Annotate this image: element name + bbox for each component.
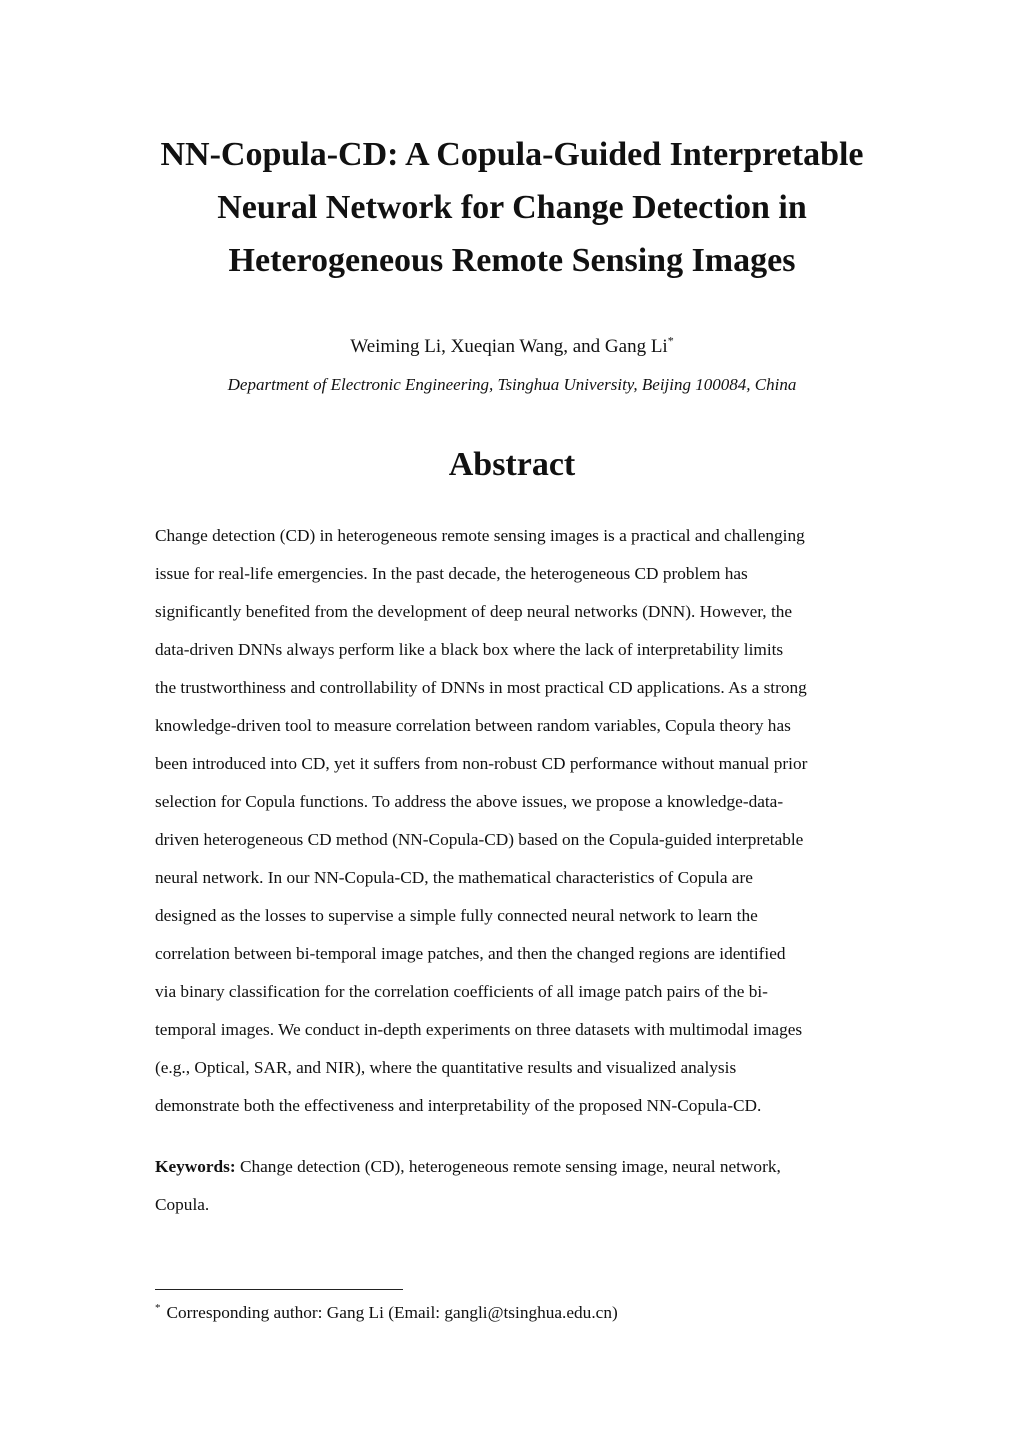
abstract-line: designed as the losses to supervise a simple fully connected neural network to learn the — [155, 906, 758, 925]
abstract-line: been introduced into CD, yet it suffers from non-robust CD performance without manual prior — [155, 754, 808, 773]
abstract-line: via binary classification for the correlation coefficients of all image patch pairs of the bi- — [155, 982, 768, 1001]
title-line-3: Heterogeneous Remote Sensing Images — [228, 242, 796, 279]
author-names: Weiming Li, Xueqian Wang, and Gang Li — [350, 336, 668, 357]
abstract-line: temporal images. We conduct in-depth experiments on three datasets with multimodal images — [155, 1020, 803, 1039]
keywords-line-2: Copula. — [155, 1195, 210, 1214]
abstract-line: issue for real-life emergencies. In the past decade, the heterogeneous CD problem has — [155, 564, 748, 583]
abstract-line: (e.g., Optical, SAR, and NIR), where the quantitative results and visualized analysis — [155, 1058, 737, 1077]
affiliation: Department of Electronic Engineering, Tsinghua University, Beijing 100084, China — [227, 375, 797, 394]
abstract-line: neural network. In our NN-Copula-CD, the mathematical characteristics of Copula are — [155, 868, 753, 887]
keywords-line-1 — [155, 1148, 895, 1186]
abstract-line: Change detection (CD) in heterogeneous remote sensing images is a practical and challenging — [155, 526, 805, 545]
author-list — [112, 334, 912, 360]
paper-title — [112, 128, 912, 287]
abstract-line: driven heterogeneous CD method (NN-Copula-CD) based on the Copula-guided interpretable — [155, 830, 804, 849]
abstract-line: significantly benefited from the development of deep neural networks (DNN). However, the — [155, 602, 793, 621]
corresponding-author-mark: * — [667, 333, 674, 348]
abstract-heading: Abstract — [448, 446, 576, 483]
abstract-line: knowledge-driven tool to measure correlation between random variables, Copula theory has — [155, 716, 791, 735]
footnote — [155, 1300, 618, 1326]
abstract-body — [155, 517, 895, 1125]
footnote-divider — [155, 1289, 403, 1290]
abstract-line: correlation between bi-temporal image patches, and then the changed regions are identified — [155, 944, 786, 963]
keywords — [155, 1148, 895, 1224]
keywords-text-1: Change detection (CD), heterogeneous remote sensing image, neural network, — [235, 1157, 781, 1176]
abstract-line: demonstrate both the effectiveness and interpretability of the proposed NN-Copula-CD. — [155, 1096, 762, 1115]
title-line-2: Neural Network for Change Detection in — [217, 189, 807, 226]
footnote-mark: * — [155, 1302, 161, 1315]
footnote-text: Corresponding author: Gang Li (Email: gangli@tsinghua.edu.cn) — [166, 1303, 618, 1322]
title-line-1: NN-Copula-CD: A Copula-Guided Interpretable — [160, 136, 864, 173]
abstract-line: data-driven DNNs always perform like a black box where the lack of interpretability limits — [155, 640, 784, 659]
keywords-label: Keywords: — [155, 1157, 236, 1176]
abstract-line: selection for Copula functions. To address the above issues, we propose a knowledge-data- — [155, 792, 784, 811]
abstract-line: the trustworthiness and controllability of DNNs in most practical CD applications. As a strong — [155, 678, 807, 697]
